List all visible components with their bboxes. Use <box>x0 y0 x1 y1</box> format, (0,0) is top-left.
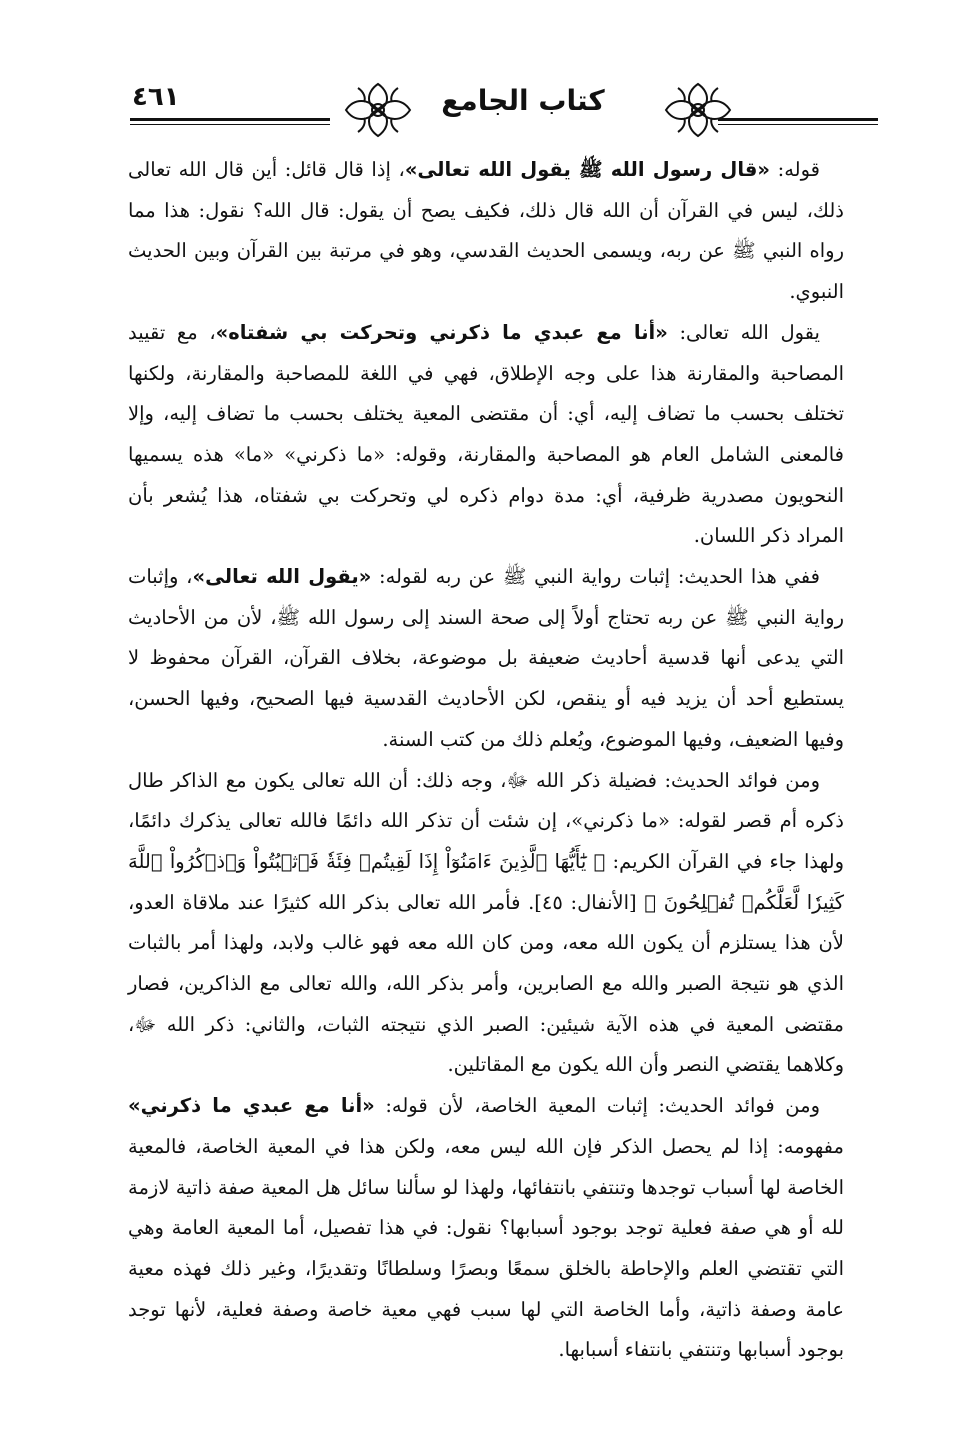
ornament-left-icon <box>338 78 418 142</box>
hadith-quote: «أنا مع عبدي ما ذكرني وتحركت بي شفتاه» <box>215 320 668 344</box>
hadith-quote: «أنا مع عبدي ما ذكرني» <box>128 1094 375 1118</box>
segment: ففي هذا الحديث: إثبات رواية النبي ﷺ عن ربه لقوله: <box>371 565 820 589</box>
segment: ، وإثبات رواية النبي ﷺ عن ربه تحتاج أولاً إلى صحة السند إلى رسول الله ﷺ، لأن من الأحاديث التي يدعى أنها قدسية أحاديث ضعيفة بل موضوعة، بخلاف القرآن، القرآن محفوظ لا يستطيع أحد أن يزيد فيه أو ينقص، لكن الأحاديث القدسية فيها الصحيح، وفيها الحسن، وفيها الضعيف، وفيها الموضوع، ويُعلم ذلك من كتب السنة. <box>128 565 844 751</box>
paragraph-5 <box>128 1086 844 1371</box>
ornament-right-icon <box>658 78 738 142</box>
segment: مفهومه: إذا لم يحصل الذكر فإن الله ليس معه، ولكن هذا في المعية الخاصة، فالمعية الخاصة لها أسباب توجدها وتنتفي بانتفائها، ولهذا لو سألنا سائل هل المعية صفة ذاتية لازمة لله أو هي صفة فعلية توجد بوجود أسبابها؟ نقول: في هذا تفصيل، أما المعية العامة وهي التي تقتضي العلم والإحاطة بالخلق سمعًا وبصرًا وسلطانًا وتقديرًا، وغير ذلك فهذه معية عامة وصفة ذاتية، وأما الخاصة التي لها سبب فهي معية خاصة وصفة فعلية، لأنها توجد بوجود أسبابها وتنتفي بانتفاء أسبابها. <box>128 1134 844 1362</box>
hadith-quote: «قال رسول الله ﷺ يقول الله تعالى» <box>404 158 771 181</box>
segment: ، إذا قال قائل: أين قال الله تعالى ذلك، ليس في القرآن أن الله قال ذلك، فكيف يصح أن يقول: قال الله؟ نقول: هذا مما رواه النبي ﷺ عن ربه، ويسمى الحديث القدسي، وهو في مرتبة بين القرآن وبين الحديث النبوي. <box>128 158 844 304</box>
paragraph-1 <box>128 150 844 313</box>
segment: قوله: <box>770 158 820 181</box>
quran-verse: ﴿ يَٰٓأَيُّهَا ٱلَّذِينَ ءَامَنُوٓاْ إِذَا لَقِيتُمۡ فِئَةٗ فَٱثۡبُتُواْ وَٱذۡكُرُواْ ٱللَّهَ كَثِيرٗا لَّعَلَّكُمۡ تُفۡلِحُونَ ﴾ <box>128 849 844 914</box>
page-header <box>118 78 878 146</box>
header-rule-left-thin <box>130 124 330 125</box>
segment: ، مع تقييد المصاحبة والمقارنة هذا على وجه الإطلاق، فهي في اللغة للمصاحبة والمقارنة، ولكنها تختلف بحسب ما تضاف إليه، أي: أن مقتضى المعية يختلف بحسب ما تضاف إليه، وإلا فالمعنى الشامل العام هو المصاحبة والمقارنة، وقوله: «ما ذكرني» «ما» هذه يسميها النحويون مصدرية ظرفية، أي: مدة دوام ذكره لي وتحركت بي شفتاه، هذا يُشعر بأن المراد ذكر اللسان. <box>128 320 844 548</box>
paragraph-3 <box>128 557 844 761</box>
paragraph-2 <box>128 313 844 557</box>
segment: [الأنفال: ٤٥]. فأمر الله تعالى بذكر الله كثيرًا عند ملاقاة العدو، لأن هذا يستلزم أن يكون الله معه، ومن كان الله معه فهو غالب ولابد، ولهذا أمر بالثبات الذي هو نتيجة الصبر والله مع الصابرين، وأمر بذكر الله، والله تعالى مع الذاكرين، فصار مقتضى المعية في هذه الآية شيئين: الصبر الذي نتيجته الثبات، والثاني: ذكر الله ﷻ، وكلاهما يقتضي النصر وأن الله يكون مع المقاتلين. <box>128 890 844 1077</box>
segment: يقول الله تعالى: <box>667 320 820 344</box>
header-rule-right-thin <box>718 124 878 125</box>
page-number: ٤٦١ <box>132 82 180 112</box>
hadith-quote: «يقول الله تعالى» <box>192 565 372 589</box>
book-title: كتاب الجامع <box>441 84 605 117</box>
header-rule-left <box>130 118 330 121</box>
header-rule-right <box>718 118 878 121</box>
body-text <box>128 150 844 1371</box>
segment: ومن فوائد الحديث: إثبات المعية الخاصة، لأن قوله: <box>374 1094 820 1118</box>
paragraph-4 <box>128 761 844 1087</box>
segment: ومن فوائد الحديث: فضيلة ذكر الله ﷻ، وجه ذلك: أن الله تعالى يكون مع الذاكر طال ذكره أم قصر لقوله: «ما ذكرني»، إن شئت أن تذكر الله دائمًا فالله تعالى يذكرك دائمًا، ولهذا جاء في القرآن الكريم: <box>128 768 844 873</box>
